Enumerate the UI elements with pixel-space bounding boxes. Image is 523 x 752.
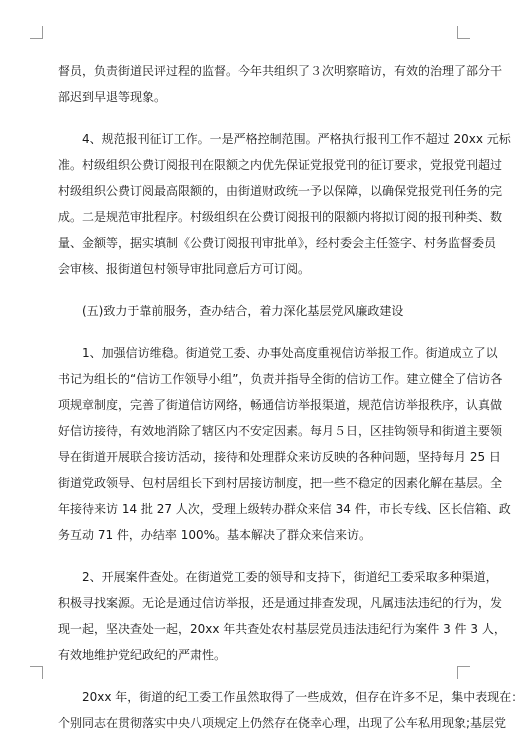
text-line: 20xx 年，街道的纪工委工作虽然取得了一些成效，但存在许多不足，集中表现在：	[82, 690, 523, 704]
text-line: 部迟到早退等现象。	[58, 90, 167, 104]
text-line: 4、规范报刊征订工作。一是严格控制范围。严格执行报刊工作不超过 20xx 元标	[82, 132, 511, 146]
text-line: 督员，负责街道民评过程的监督。今年共组织了３次明察暗访，有效的治理了部分干	[58, 64, 503, 78]
crop-mark-bottom-right	[457, 666, 470, 679]
text-line: 书记为组长的“信访工作领导小组”，负责并指导全街的信访工作。建立健全了信访各	[58, 372, 503, 386]
crop-mark-bottom-left	[30, 666, 43, 679]
text-line: 年接待来访 14 批 27 人次，受理上级转办群众来信 34 件，市长专线、区长信箱、政	[58, 502, 511, 516]
text-line: 成。二是规范审批程序。村级组织在公费订阅报刊的限额内将拟订阅的报刊种类、数	[58, 210, 503, 224]
text-line: 准。村级组织公费订阅报刊在限额之内优先保证党报党刊的征订要求，党报党刊超过	[58, 158, 503, 172]
paragraph	[58, 340, 511, 548]
text-line: 有效地维护党纪政纪的严肃性。	[58, 648, 227, 662]
text-line: 现一起，坚决查处一起，20xx 年共查处农村基层党员违法违纪行为案件 3 件 3 人，	[58, 622, 506, 636]
text-line: 2、开展案件查处。在街道党工委的领导和支持下，街道纪工委采取多种渠道，	[82, 570, 498, 584]
text-line: 好信访接待，有效地消除了辖区内不安定因素。每月５日，区挂钩领导和街道主要领	[58, 424, 503, 438]
paragraph	[58, 564, 506, 668]
text-line: 街道党政领导、包村居组长下到村居接访制度，把一些不稳定的因素化解在基层。全	[58, 476, 503, 490]
text-line: 务互动 71 件，办结率 100%。基本解决了群众来信来访。	[58, 528, 372, 542]
paragraph	[58, 126, 511, 282]
text-line: 个别同志在贯彻落实中央八项规定上仍然存在侥幸心理，出现了公车私用现象;基层党	[58, 716, 507, 730]
crop-mark-top-right	[457, 26, 470, 39]
crop-mark-top-left	[30, 26, 43, 39]
section-heading	[58, 298, 442, 324]
text-line: 积极寻找案源。无论是通过信访举报，还是通过排查发现，凡属违法违纪的行为，发	[58, 596, 503, 610]
text-line: (五)致力于靠前服务，查办结合，着力深化基层党风廉政建设	[82, 304, 404, 318]
paragraph	[58, 684, 523, 736]
text-line: 1、加强信访维稳。街道党工委、办事处高度重视信访举报工作。街道成立了以	[82, 346, 498, 360]
paragraph	[58, 58, 503, 110]
text-line: 会审核、报街道包村领导审批同意后方可订阅。	[58, 262, 311, 276]
text-line: 导在街道开展联合接访活动，接待和处理群众来访反映的各种问题，坚持每月 25 日	[58, 450, 501, 464]
text-line: 项规章制度，完善了街道信访网络，畅通信访举报渠道，规范信访举报秩序，认真做	[58, 398, 503, 412]
text-line: 村级组织公费订阅最高限额的，由街道财政统一予以保障，以确保党报党刊任务的完	[58, 184, 503, 198]
text-line: 量、金额等，据实填制《公费订阅报刊审批单》，经村委会主任签字、村务监督委员	[58, 236, 497, 250]
document-body	[58, 58, 523, 752]
